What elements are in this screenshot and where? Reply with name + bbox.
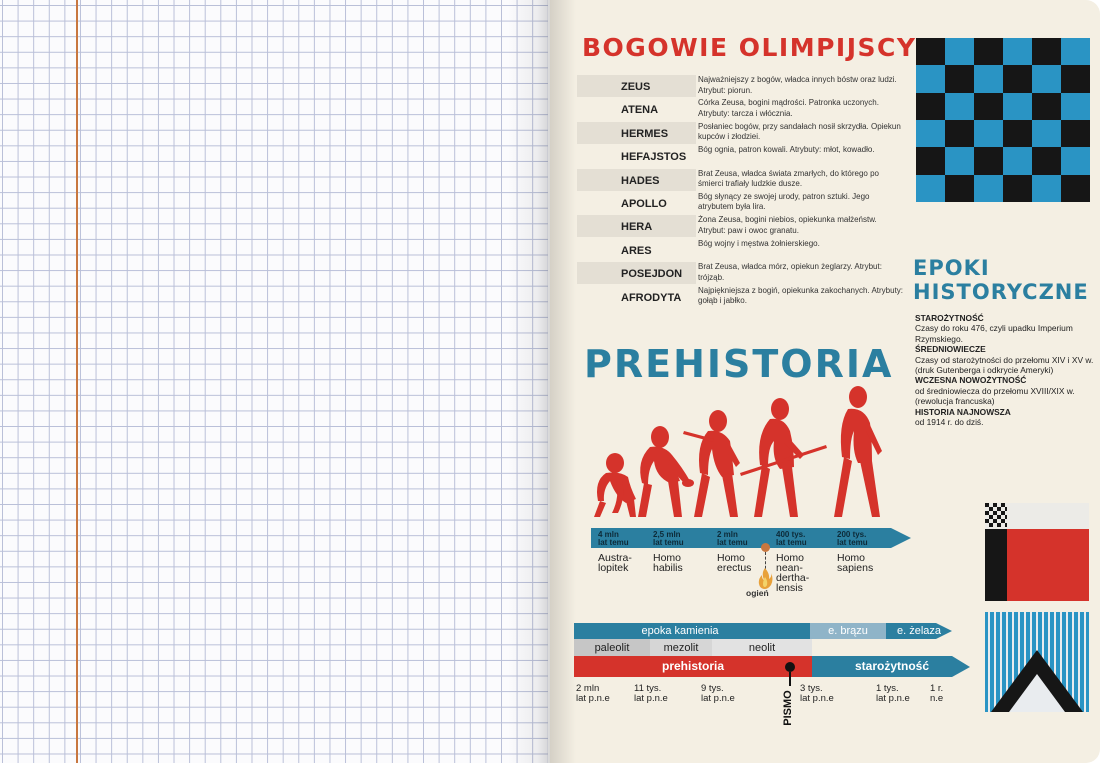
era-label-value: 400 tys.: [776, 530, 806, 539]
tick-value: 9 tys.: [701, 683, 724, 694]
species-line: sapiens: [837, 562, 874, 574]
species-label: [837, 553, 873, 573]
spine-shadow: [550, 0, 576, 763]
band-prehistoria: prehistoria: [661, 659, 724, 673]
god-row: [577, 215, 903, 238]
epoka-desc: Czasy od starożytności do przełomu XIV i XV w. (druk Gutenberga i odkrycie Ameryki): [915, 354, 1094, 376]
species-line: erectus: [717, 562, 752, 574]
prehistoria-title: PREHISTORIA: [584, 342, 894, 386]
tick-unit: lat p.n.e: [876, 693, 910, 704]
god-name: ZEUS: [577, 75, 696, 97]
tick-unit: lat p.n.e: [576, 693, 610, 704]
tick-unit: n.e: [930, 693, 944, 704]
god-desc: Żona Zeusa, bogini niebios, opiekunka małżeństw. Atrybut: paw i owoc granatu.: [698, 215, 877, 235]
god-desc: Najpiękniejsza z bogiń, opiekunka zakochanych. Atrybuty: gołąb i jabłko.: [698, 285, 904, 306]
god-name: AFRODYTA: [621, 291, 682, 304]
fire-icon: [757, 567, 773, 589]
god-name: HERMES: [577, 122, 696, 144]
god-desc: Bóg wojny i męstwa żołnierskiego.: [698, 238, 820, 248]
band-epoka-kamienia: epoka kamienia: [641, 625, 719, 637]
era-label: [776, 531, 807, 547]
god-row: [577, 286, 903, 309]
era-label-value: 2 mln: [717, 530, 738, 539]
red-block-decoration: [985, 503, 1089, 601]
timeline-tick: [634, 684, 668, 704]
band-neolit: neolit: [748, 642, 776, 654]
god-row: [577, 145, 903, 168]
species-label: [598, 553, 632, 573]
tick-value: 1 tys.: [876, 683, 899, 694]
pismo-text: PISMO: [782, 690, 794, 726]
god-row: [577, 122, 903, 145]
god-name: POSEJDON: [577, 262, 696, 284]
epoki-title-line2: HISTORYCZNE: [913, 280, 1089, 304]
australopithecus-figure: [594, 453, 636, 517]
species-line: lensis: [776, 582, 803, 594]
epoki-title-line1: EPOKI: [913, 256, 990, 280]
god-desc: Córka Zeusa, bogini mądrości. Patronka uczonych. Atrybuty: tarcza i włócznia.: [698, 98, 879, 118]
band-starozytnosc: starożytność: [854, 659, 930, 673]
band-mezolit: mezolit: [663, 642, 699, 654]
god-desc: Bóg słynący ze swojej urody, patron sztuki. Jego atrybutem była lira.: [698, 191, 870, 212]
god-name: ARES: [621, 244, 652, 257]
timeline-tick: [576, 684, 610, 704]
epoki-list: [915, 313, 1095, 427]
era-label-unit: lat temu: [717, 538, 748, 547]
species-line: Austra-: [598, 552, 632, 564]
species-line: nean-: [776, 562, 803, 574]
tick-value: 1 r.: [930, 683, 944, 694]
margin-line: [76, 0, 78, 763]
epoka-heading: HISTORIA NAJNOWSZA: [915, 406, 1011, 417]
god-row: [577, 239, 903, 262]
era-label-value: 200 tys.: [837, 530, 867, 539]
era-label: [598, 531, 629, 547]
neanderthal-figure: [740, 398, 827, 517]
tick-unit: lat p.n.e: [800, 693, 834, 704]
fire-label: ogień: [746, 588, 769, 598]
infographic-page: [550, 0, 1100, 763]
god-row: [577, 98, 903, 121]
epoka-heading: STAROŻYTNOŚĆ: [915, 313, 984, 323]
god-desc: Brat Zeusa, władca mórz, opiekun żeglarzy. Atrybut: trójząb.: [698, 262, 882, 282]
species-line: Homo: [653, 552, 682, 564]
era-label: [717, 531, 748, 547]
god-name: APOLLO: [621, 197, 667, 210]
timeline-tick: [701, 684, 735, 704]
species-line: lopitek: [598, 562, 629, 574]
god-row: [577, 169, 903, 192]
fire-marker-dot: [761, 543, 770, 552]
era-label-unit: lat temu: [598, 538, 629, 547]
god-row: [577, 262, 903, 285]
species-label: [776, 553, 809, 593]
species-line: Homo: [776, 552, 805, 564]
graph-paper-page: [0, 0, 548, 763]
pismo-marker-dot: [785, 662, 795, 672]
god-desc: Posłaniec bogów, przy sandałach nosił skrzydła. Opiekun kupców i złodziei.: [698, 121, 901, 142]
god-name: HEFAJSTOS: [621, 151, 687, 164]
era-label-unit: lat temu: [837, 538, 868, 547]
tick-unit: lat p.n.e: [701, 693, 735, 704]
species-line: Homo: [837, 552, 866, 564]
timeline-tick: [800, 684, 834, 704]
tick-value: 11 tys.: [634, 683, 662, 694]
timeline-tick: [876, 684, 910, 704]
species-line: Homo: [717, 552, 746, 564]
tick-unit: lat p.n.e: [634, 693, 668, 704]
era-label: [837, 531, 868, 547]
pismo-label: [780, 686, 796, 730]
pismo-marker-line: [789, 672, 791, 686]
species-label: [717, 553, 751, 573]
striped-triangle-decoration: [985, 612, 1089, 712]
epoka-desc: od 1914 r. do dziś.: [915, 417, 984, 428]
homo-sapiens-figure: [834, 386, 882, 517]
god-desc: Brat Zeusa, władca świata zmarłych, do którego po śmierci trafiały ludzkie dusze.: [698, 168, 879, 189]
god-desc: Najważniejszy z bogów, władca innych bóstw oraz ludzi. Atrybut: piorun.: [698, 75, 897, 95]
epoka-desc: od średniowiecza do przełomu XVIII/XIX w. (rewolucja francuska): [915, 385, 1075, 407]
tick-value: 2 mln: [576, 683, 600, 694]
band-epoka-zelaza: e. żelaza: [896, 625, 942, 637]
species-label: [653, 553, 683, 573]
god-row: [577, 75, 903, 98]
tick-value: 3 tys.: [800, 683, 823, 694]
era-label-value: 4 mln: [598, 530, 619, 539]
band-epoka-brazu: e. brązu: [828, 625, 868, 637]
species-line: habilis: [653, 562, 683, 574]
timeline-tick: [930, 684, 943, 704]
god-name: ATENA: [621, 104, 659, 117]
band-paleolit: paleolit: [594, 642, 630, 654]
page-spine-shadow: [508, 0, 550, 763]
homo-habilis-figure: [638, 426, 694, 517]
god-row: [577, 192, 903, 215]
gods-table: [577, 75, 903, 309]
era-label-unit: lat temu: [776, 538, 807, 547]
gods-title: BOGOWIE OLIMPIJSCY: [582, 33, 917, 62]
god-name: HADES: [577, 169, 696, 191]
checkerboard-decoration: [916, 38, 1090, 202]
god-name: HERA: [577, 215, 696, 237]
homo-erectus-figure: [683, 410, 740, 517]
era-label: [653, 531, 684, 547]
epoki-title: [913, 256, 1089, 304]
era-label-unit: lat temu: [653, 538, 684, 547]
era-label-value: 2,5 mln: [653, 530, 681, 539]
human-evolution-illustration: [590, 385, 900, 525]
epoka-desc: Czasy do roku 476, czyli upadku Imperium Rzymskiego.: [915, 323, 1073, 344]
species-line: dertha-: [776, 572, 810, 584]
god-desc: Bóg ognia, patron kowali. Atrybuty: młot, kowadło.: [698, 145, 875, 155]
epoka-heading: ŚREDNIOWIECZE: [915, 344, 986, 355]
epoka-heading: WCZESNA NOWOŻYTNOŚĆ: [915, 375, 1027, 386]
